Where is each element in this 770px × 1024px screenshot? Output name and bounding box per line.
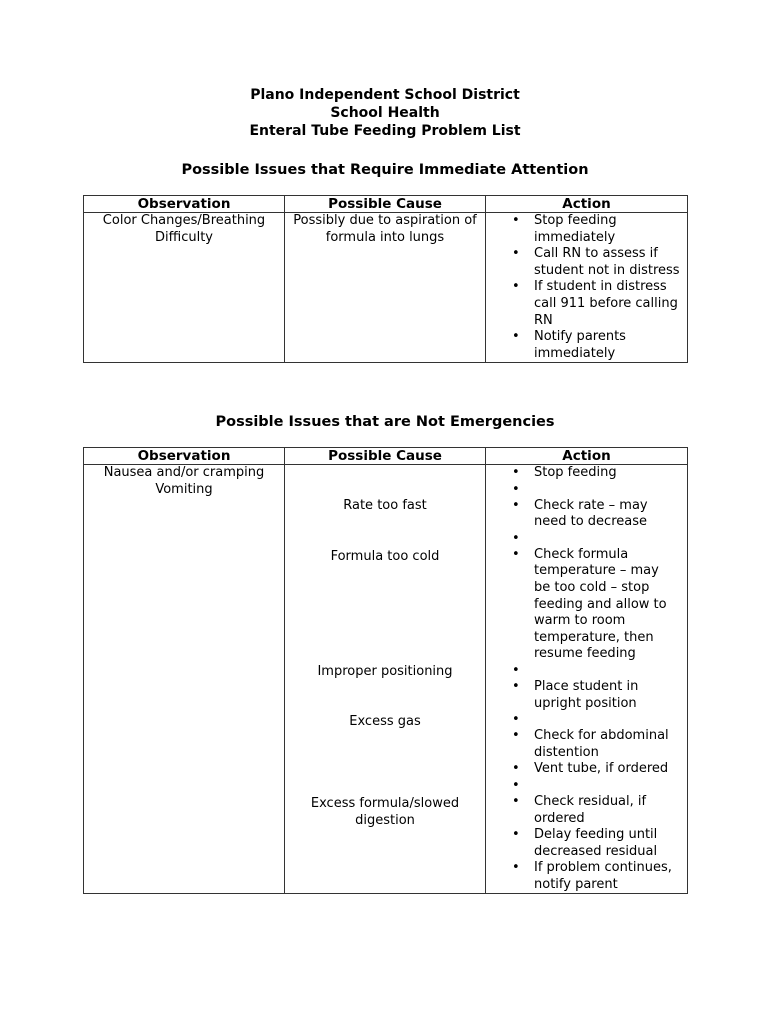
column-header-observation: Observation xyxy=(84,448,285,465)
list-item: • If student in distress call 911 before calling RN xyxy=(486,279,683,329)
action-cell xyxy=(486,213,688,363)
cause-cell: Possibly due to aspiration of formula into lungs xyxy=(285,213,486,363)
cause-rate-too-fast: Rate too fast xyxy=(343,498,427,513)
list-item: • Stop feeding immediately xyxy=(486,213,683,246)
observation-nausea: Nausea and/or cramping xyxy=(103,465,265,480)
observation-cell xyxy=(84,465,285,894)
list-item: • Check residual, if ordered xyxy=(486,794,683,827)
list-item: • Vent tube, if ordered xyxy=(486,761,683,778)
cause-improper-positioning: Improper positioning xyxy=(317,664,453,680)
spacer xyxy=(486,482,683,498)
department-name: School Health xyxy=(330,105,440,121)
list-item: • Notify parents immediately xyxy=(486,329,683,362)
emergency-issues-table xyxy=(83,195,688,363)
table-header-row xyxy=(84,448,688,465)
section-heading-emergency: Possible Issues that Require Immediate Attention xyxy=(181,162,589,178)
list-item: • Check for abdominal distention xyxy=(486,728,683,761)
list-item: • If problem continues, notify parent xyxy=(486,860,683,893)
list-item: • Check rate – may need to decrease xyxy=(486,498,683,531)
table-row xyxy=(84,213,688,363)
cause-formula-too-cold: Formula too cold xyxy=(330,548,440,564)
non-emergency-issues-table xyxy=(83,447,688,894)
document-header xyxy=(0,86,770,140)
list-item: • Place student in upright position xyxy=(486,679,683,712)
observation-vomiting: Vomiting xyxy=(155,481,213,497)
spacer xyxy=(486,663,683,679)
column-header-action: Action xyxy=(486,196,688,213)
cause-excess-formula: Excess formula/slowed digestion xyxy=(310,796,460,828)
list-item: • Delay feeding until decreased residual xyxy=(486,827,683,860)
spacer xyxy=(486,712,683,728)
action-cell xyxy=(486,465,688,894)
table-row xyxy=(84,465,688,894)
cause-cell xyxy=(285,465,486,894)
list-item: • Stop feeding xyxy=(486,465,683,482)
action-list xyxy=(486,213,683,362)
column-header-observation: Observation xyxy=(84,196,285,213)
list-item: • Call RN to assess if student not in distress xyxy=(486,246,683,279)
list-item: • Check formula temperature – may be too cold – stop feeding and allow to warm to room temperature, then resume feeding xyxy=(486,547,683,663)
observation-cell: Color Changes/Breathing Difficulty xyxy=(84,213,285,363)
district-name: Plano Independent School District xyxy=(250,87,520,103)
document-title: Enteral Tube Feeding Problem List xyxy=(249,123,521,139)
spacer xyxy=(486,778,683,794)
column-header-action: Action xyxy=(486,448,688,465)
cause-excess-gas: Excess gas xyxy=(349,713,421,729)
spacer xyxy=(486,531,683,547)
section-heading-non-emergency: Possible Issues that are Not Emergencies xyxy=(215,414,555,430)
column-header-cause: Possible Cause xyxy=(285,196,486,213)
table-header-row xyxy=(84,196,688,213)
column-header-cause: Possible Cause xyxy=(285,448,486,465)
action-list xyxy=(486,465,683,893)
